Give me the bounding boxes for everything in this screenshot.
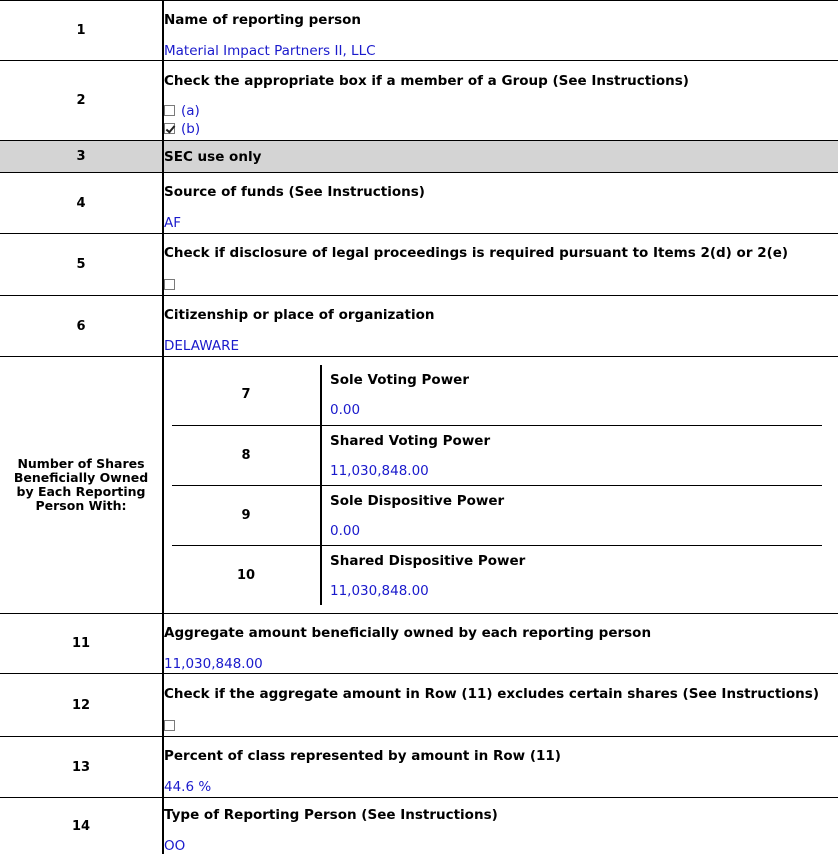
row-number: 4 (0, 173, 163, 234)
excludes-shares-checkbox[interactable] (164, 720, 175, 731)
row-content (321, 425, 822, 485)
shares-group-label: Number of Shares Beneficially Owned by Each Reporting Person With: (13, 456, 149, 513)
row-2 (0, 61, 838, 141)
row-label: Percent of class represented by amount in Row (11) (164, 748, 561, 764)
row-content (321, 485, 822, 545)
row-content (163, 674, 838, 737)
row-label: Name of reporting person (164, 11, 362, 28)
shares-group-cell (0, 357, 163, 614)
row-3 (0, 141, 838, 173)
checkbox-b[interactable] (164, 123, 175, 134)
row-label: Shared Dispositive Power (330, 552, 526, 569)
row-label: Check the appropriate box if a member of a Group (See Instructions) (164, 72, 689, 89)
row-label: Citizenship or place of organization (164, 307, 435, 323)
row-number: 12 (0, 674, 163, 737)
row-number: 10 (172, 545, 321, 605)
row-content (163, 234, 838, 296)
row-label: Sole Dispositive Power (330, 492, 505, 509)
citizenship-value: DELAWARE (164, 338, 240, 354)
row-content (163, 737, 838, 798)
row-10 (172, 545, 822, 605)
row-content (163, 614, 838, 674)
row-9 (172, 485, 822, 545)
shares-subtable-cell (163, 357, 838, 614)
row-number: 7 (172, 365, 321, 425)
row-12 (0, 674, 838, 737)
legal-proceedings-checkbox[interactable] (164, 279, 175, 290)
row-content (163, 296, 838, 357)
row-content (163, 61, 838, 141)
row-content (163, 1, 838, 61)
shared-voting-value: 11,030,848.00 (330, 462, 429, 479)
row-label: Sole Voting Power (330, 372, 469, 388)
row-11 (0, 614, 838, 674)
percent-of-class-value: 44.6 % (164, 779, 212, 795)
row-number: 1 (0, 1, 163, 61)
row-number: 14 (0, 798, 163, 854)
row-number: 6 (0, 296, 163, 357)
row-5 (0, 234, 838, 296)
checkbox-a-label: (a) (181, 102, 200, 119)
row-number: 8 (172, 425, 321, 485)
row-label: SEC use only (164, 148, 262, 165)
sole-dispositive-value: 0.00 (330, 522, 361, 539)
row-number: 5 (0, 234, 163, 296)
row-label: Shared Voting Power (330, 432, 491, 449)
row-label: Check if disclosure of legal proceedings is required pursuant to Items 2(d) or 2(e) (164, 245, 789, 261)
row-label: Type of Reporting Person (See Instructions) (164, 807, 498, 823)
row-content (321, 545, 822, 605)
group-option-a[interactable] (164, 102, 838, 120)
group-option-b[interactable] (164, 120, 838, 138)
row-content (321, 365, 822, 425)
row-number: 13 (0, 737, 163, 798)
checkbox-b-label: (b) (181, 120, 201, 137)
row-content (163, 173, 838, 234)
shares-group-row (0, 357, 838, 614)
reporting-person-type-value: OO (164, 838, 186, 854)
source-of-funds-value: AF (164, 215, 182, 231)
shared-dispositive-value: 11,030,848.00 (330, 582, 429, 599)
shares-subtable (172, 365, 822, 605)
row-content (163, 141, 838, 173)
sole-voting-value: 0.00 (330, 402, 361, 418)
row-8 (172, 425, 822, 485)
row-13 (0, 737, 838, 798)
row-14 (0, 798, 838, 854)
row-number: 2 (0, 61, 163, 141)
row-number: 3 (0, 141, 163, 173)
row-1 (0, 1, 838, 61)
row-7 (172, 365, 822, 425)
aggregate-amount-value: 11,030,848.00 (164, 655, 263, 672)
row-number: 11 (0, 614, 163, 674)
row-label: Aggregate amount beneficially owned by each reporting person (164, 624, 652, 641)
row-label: Check if the aggregate amount in Row (11) excludes certain shares (See Instructions) (164, 685, 819, 702)
row-number: 9 (172, 485, 321, 545)
row-4 (0, 173, 838, 234)
row-content (163, 798, 838, 854)
checkbox-a[interactable] (164, 105, 175, 116)
reporting-person-name: Material Impact Partners II, LLC (164, 42, 376, 59)
row-label: Source of funds (See Instructions) (164, 184, 425, 200)
row-6 (0, 296, 838, 357)
